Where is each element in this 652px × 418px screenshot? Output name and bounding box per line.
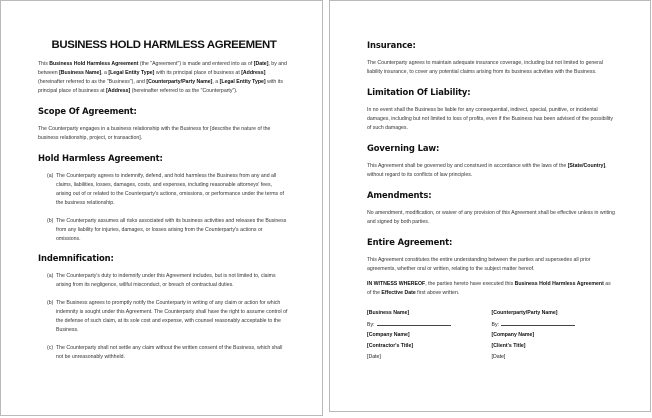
signature-line[interactable] (501, 320, 575, 326)
placeholder-date: [Date] (253, 61, 269, 67)
list-item (47, 344, 288, 362)
heading-amendments: Amendments: (367, 190, 432, 200)
intro-text: , a (212, 79, 220, 85)
list-item (47, 272, 288, 290)
document-page-1 (0, 0, 323, 416)
signature-title: [Contractor's Title] (367, 343, 414, 349)
intro-text: with its principal place of business at (154, 70, 242, 76)
item-label: (c) (47, 345, 54, 351)
signature-block (367, 309, 616, 364)
witness-bold: IN WITNESS WHEREOF (367, 281, 426, 287)
by-label: By: (491, 322, 499, 328)
indemnification-list (47, 272, 288, 362)
item-text: The Counterparty agrees to indemnify, defend, and hold harmless the Business from any and all claims, liabilities, losses, damages, costs, and expenses, including reasonable attorneys' fees, arising out of or related to the Counterparty's actions, omissions, or performance under the terms of the business relationship. (56, 173, 284, 206)
list-item (47, 172, 288, 208)
page-1-content (38, 39, 288, 371)
heading-governing-law: Governing Law: (367, 143, 440, 153)
placeholder-state-country: [State/Country] (567, 163, 606, 169)
signature-by (367, 320, 492, 331)
placeholder-counterparty-name: [Counterparty/Party Name] (146, 79, 213, 85)
signature-right (492, 309, 617, 364)
list-item (47, 217, 288, 244)
page-2-content (367, 40, 616, 364)
signature-left (367, 309, 492, 364)
heading-limitation: Limitation Of Liability: (367, 87, 471, 97)
list-item (47, 299, 288, 335)
placeholder-entity-type: [Legal Entity Type] (108, 70, 155, 76)
witness-bold: Business Hold Harmless Agreement (514, 281, 604, 287)
item-text: The Counterparty shall not settle any claim without the written consent of the Business, which shall not be unreasonably withheld. (56, 345, 283, 360)
item-label: (a) (47, 273, 54, 279)
intro-text: , a (101, 70, 109, 76)
witness-bold: Effective Date (381, 290, 416, 296)
witness-text: first above written. (415, 290, 460, 296)
signature-date: [Date] (491, 354, 506, 360)
heading-indemnification: Indemnification: (38, 253, 114, 263)
intro-bold: Business Hold Harmless Agreement (49, 61, 139, 67)
witness-paragraph (367, 280, 616, 298)
signature-company: [Company Name] (491, 332, 535, 338)
witness-text: as of the (367, 281, 611, 296)
placeholder-business-name: [Business Name] (59, 70, 102, 76)
heading-scope: Scope Of Agreement: (38, 106, 137, 116)
item-text: The Counterparty assumes all risks associated with its business activities and releases the Business from any liability for injuries, damages, or losses arising from the Counterparty's actions or omissions. (56, 218, 287, 242)
signature-by (492, 320, 617, 331)
item-text: The Business agrees to promptly notify the Counterparty in writing of any claim or action for which indemnity is sought under this Agreement. The Counterparty shall have the right to assume control of the defense of such claim, at its sole cost and expense, with counsel reasonably acceptable to the Business. (56, 300, 288, 333)
limitation-paragraph: In no event shall the Business be liable for any consequential, indirect, special, punitive, or incidental damages, including but not limited to loss of profits, even if the Business has been advised of the possibility of such damages. (367, 107, 613, 131)
signature-name: [Counterparty/Party Name] (491, 310, 558, 316)
entire-agreement-paragraph: This Agreement constitutes the entire understanding between the parties and supersedes all prior agreements, whether oral or written, relating to the subject matter hereof. (367, 257, 591, 272)
hold-harmless-list (47, 172, 288, 244)
heading-entire-agreement: Entire Agreement: (367, 237, 453, 247)
intro-text: (the "Agreement") is made and entered into as of (138, 61, 254, 67)
signature-company: [Company Name] (367, 332, 410, 338)
item-label: (b) (47, 300, 54, 306)
intro-paragraph (38, 60, 288, 96)
document-page-2 (329, 0, 651, 412)
item-label: (a) (47, 173, 54, 179)
item-text: The Counterparty's duty to indemnify under this Agreement includes, but is not limited to, claims arising from its negligence, willful misconduct, or breach of contractual duties. (56, 273, 276, 288)
heading-insurance: Insurance: (367, 40, 416, 50)
insurance-paragraph: The Counterparty agrees to maintain adequate insurance coverage, including but not limited to general liability insurance, to cover any potential claims arising from its business activities with the Business. (367, 60, 603, 75)
intro-text: (hereinafter referred to as the "Business"), and (38, 79, 147, 85)
governing-law-paragraph (367, 162, 616, 180)
intro-text: (hereinafter referred to as the "Counterparty"). (130, 88, 238, 94)
intro-text: with its principal place of business at (38, 79, 283, 94)
governing-law-text: This Agreement shall be governed by and construed in accordance with the laws of the (367, 163, 568, 169)
governing-law-text: , without regard to its conflicts of law principles. (367, 163, 607, 178)
signature-line[interactable] (377, 320, 451, 326)
placeholder-address: [Address] (106, 88, 131, 94)
intro-text: This (38, 61, 50, 67)
amendments-paragraph: No amendment, modification, or waiver of any provision of this Agreement shall be effective unless in writing and signed by both parties. (367, 210, 615, 225)
signature-name: [Business Name] (367, 310, 410, 316)
intro-text: , by and between (38, 61, 287, 76)
by-label: By: (367, 322, 375, 328)
placeholder-address: [Address] (241, 70, 266, 76)
item-label: (b) (47, 218, 54, 224)
signature-date: [Date] (367, 354, 381, 360)
heading-hold-harmless: Hold Harmless Agreement: (38, 153, 163, 163)
scope-paragraph: The Counterparty engages in a business relationship with the Business for [describe the nature of the business relationship, project, or transaction]. (38, 126, 271, 141)
witness-text: , the parties hereto have executed this (425, 281, 515, 287)
signature-title: [Client's Title] (491, 343, 526, 349)
placeholder-entity-type: [Legal Entity Type] (219, 79, 266, 85)
document-title: BUSINESS HOLD HARMLESS AGREEMENT (51, 39, 277, 51)
